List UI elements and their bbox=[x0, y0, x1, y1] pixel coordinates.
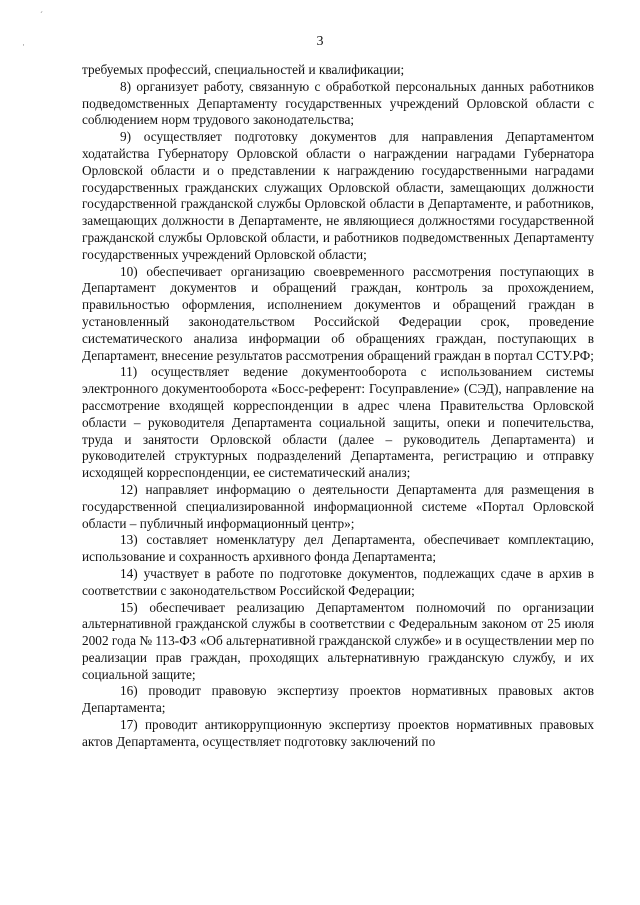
paragraph-item-8: 8) организует работу, связанную с обработкой персональных данных работников подведомственных Департаменту государственных учреждений Орловской области с соблюдением норм трудового законодательства; bbox=[82, 78, 594, 128]
scan-mark: · bbox=[22, 40, 25, 50]
paragraph-item-13: 13) составляет номенклатуру дел Департамента, обеспечивает комплектацию, использование и сохранность архивного фонда Департамента; bbox=[82, 532, 594, 565]
paragraph-item-9: 9) осуществляет подготовку документов для направления Департаментом ходатайства Губернатору Орловской области о награждении наградами Губернатора Орловской области и о представлении к награждению государственными наградами государственных гражданских служащих Орловской области, замещающих должности государственной гражданской службы Орловской области в Департаменте, и работников, замещающих должности в Департаменте, не являющиеся должностями государственной гражданской службы Орловской области, и работников подведомственных Департаменту государственных учреждений Орловской области; bbox=[82, 129, 594, 262]
scan-mark: ˊ bbox=[40, 10, 43, 20]
paragraph-continuation: требуемых профессий, специальностей и квалификации; bbox=[82, 62, 405, 77]
paragraph-item-14: 14) участвует в работе по подготовке документов, подлежащих сдаче в архив в соответствии с законодательством Российской Федерации; bbox=[82, 565, 594, 598]
paragraph-item-11: 11) осуществляет ведение документооборота с использованием системы электронного документооборота «Босс-референт: Госуправление» (СЭД), направление на рассмотрение входящей корреспонденции в адрес члена Правительства Орловской области – руководителя Департамента социальной защиты, опеки и попечительства, труда и занятости Орловской области (далее – руководитель Департамента) и руководителей структурных подразделений Департамента, регистрацию и отправку исходящей корреспонденции, ее систематический анализ; bbox=[82, 364, 594, 481]
paragraph-item-16: 16) проводит правовую экспертизу проектов нормативных правовых актов Департамента; bbox=[82, 683, 594, 716]
page-number: 3 bbox=[316, 34, 324, 49]
paragraph-item-17: 17) проводит антикоррупционную экспертизу проектов нормативных правовых актов Департамента, осуществляет подготовку заключений по bbox=[82, 717, 594, 749]
document-body bbox=[82, 62, 594, 751]
paragraph-item-15: 15) обеспечивает реализацию Департаментом полномочий по организации альтернативной гражданской службы в соответствии с Федеральным законом от 25 июля 2002 года № 113-ФЗ «Об альтернативной гражданской службе» и в осуществлении мер по реализации прав граждан, проходящих альтернативную гражданскую службу, и их социальной защите; bbox=[82, 599, 594, 682]
paragraph-item-10: 10) обеспечивает организацию своевременного рассмотрения поступающих в Департамент документов и обращений граждан, контроль за прохождением, правильностью оформления, исполнением документов и обращений граждан в установленный законодательством Российской Федерации срок, проведение систематического анализа информации об обращениях граждан, поступающих в Департамент, внесение результатов рассмотрения обращений граждан в портал ССТУ.РФ; bbox=[82, 263, 594, 363]
paragraph-item-12: 12) направляет информацию о деятельности Департамента для размещения в государственной специализированной информационной системе «Портал Орловской области – публичный информационный центр»; bbox=[82, 481, 594, 531]
